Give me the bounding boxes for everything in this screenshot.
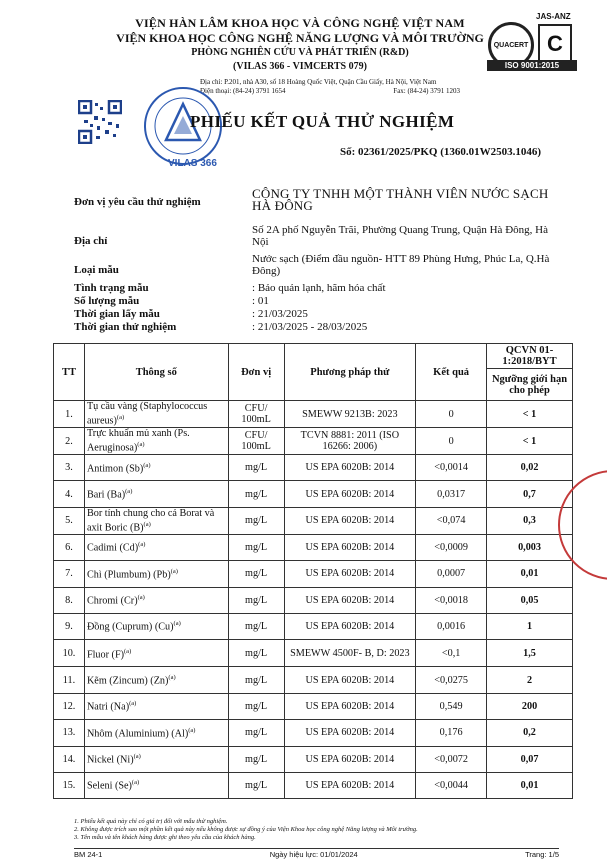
cell-tt: 7. [54,561,85,587]
cell-tt: 5. [54,507,85,534]
accredited-mark: (a) [125,487,133,495]
cell-limit: < 1 [487,428,573,455]
cell-method: US EPA 6020B: 2014 [284,693,416,719]
sample-info [74,188,564,334]
cell-result: <0,0275 [416,667,487,693]
cell-method: US EPA 6020B: 2014 [284,507,416,534]
accredited-mark: (a) [137,441,145,449]
vilas-label: VILAS 366 [168,158,217,169]
col-header-param: Thông số [84,344,228,401]
accredited-mark: (a) [137,594,145,602]
cell-result: <0,0009 [416,534,487,560]
cell-tt: 3. [54,455,85,481]
cell-limit: 0,05 [487,587,573,613]
cell-tt: 9. [54,613,85,639]
accredited-mark: (a) [133,753,141,761]
quacert-label: QUACERT [493,41,529,49]
results-body [54,401,573,799]
sample-type-label: Loại mẫu [74,264,119,276]
cell-unit: mg/L [228,561,284,587]
table-row [54,667,573,693]
address-line: Địa chỉ: P.201, nhà A30, số 18 Hoàng Quốc Việt, Quận Cầu Giấy, Hà Nội, Việt Nam [200,78,437,86]
cell-limit: 0,01 [487,772,573,798]
cell-method: US EPA 6020B: 2014 [284,561,416,587]
department-name: PHÒNG NGHIÊN CỨU VÀ PHÁT TRIỂN (R&D) [191,47,409,58]
cell-limit: 0,02 [487,455,573,481]
accredited-mark: (a) [131,779,140,787]
sample-condition-label: Tình trạng mẫu [74,282,149,294]
cell-limit: 0,2 [487,720,573,746]
cell-tt: 11. [54,667,85,693]
sample-count-label: Số lượng mẫu [74,295,140,307]
cell-unit: mg/L [228,534,284,560]
cell-limit: 1 [487,613,573,639]
cell-limit: < 1 [487,401,573,428]
note-2: 2. Không được trích sao một phần kết quả này nếu không được sự đồng ý của Viện Khoa học công nghệ Năng lượng và Môi trường. [74,826,418,833]
col-header-standard: QCVN 01-1:2018/BYT [487,344,573,369]
col-header-limit: Ngưỡng giới hạn cho phép [487,369,573,401]
results-table [53,343,573,799]
sample-count-value: : 01 [252,295,269,307]
cell-result: 0 [416,428,487,455]
cell-param: Nhôm (Aluminium) $(Al)^{(a)}$ [84,720,228,746]
note-1: 1. Phiếu kết quả này chỉ có giá trị đối với mẫu thử nghiệm. [74,818,228,825]
cell-method: US EPA 6020B: 2014 [284,613,416,639]
cell-method: US EPA 6020B: 2014 [284,720,416,746]
table-row [54,507,573,534]
cell-tt: 2. [54,428,85,455]
cell-result: 0,0317 [416,481,487,507]
academy-name: VIỆN HÀN LÂM KHOA HỌC VÀ CÔNG NGHỆ VIỆT NAM [135,16,465,30]
cell-method: TCVN 8881: 2011 (ISO 16266: 2006) [284,428,416,455]
cell-param: Nickel $(Ni)^{(a)}$ [84,746,228,772]
accredited-mark: (a) [188,726,196,734]
cell-unit: mg/L [228,455,284,481]
sampling-time-label: Thời gian lấy mẫu [74,308,160,320]
accredited-mark: (a) [138,541,146,549]
jas-anz-mark-icon: C [538,24,572,64]
cell-limit: 0,003 [487,534,573,560]
col-header-result: Kết quả [416,344,487,401]
cell-method: US EPA 6020B: 2014 [284,534,416,560]
cell-unit: mg/L [228,587,284,613]
cell-result: <0,0018 [416,587,487,613]
accredited-mark: (a) [143,521,151,529]
cell-param: Bari $(Ba)^{(a)}$ [84,481,228,507]
cell-unit: CFU/ 100mL [228,401,284,428]
table-row [54,534,573,560]
cell-result: 0,176 [416,720,487,746]
table-row [54,772,573,798]
cell-result: <0,0014 [416,455,487,481]
cell-unit: mg/L [228,720,284,746]
cell-unit: mg/L [228,772,284,798]
address-value: Số 2A phố Nguyễn Trãi, Phường Quang Trung, Quận Hà Đông, Hà Nội [252,224,548,248]
table-row [54,587,573,613]
accredited-mark: (a) [143,461,151,469]
accredited-mark: (a) [173,620,181,628]
cell-param: Chì (Plumbum) $(Pb)^{(a)}$ [84,561,228,587]
cell-unit: CFU/ 100mL [228,428,284,455]
accreditation-codes: (VILAS 366 - VIMCERTS 079) [233,61,367,72]
cell-unit: mg/L [228,693,284,719]
table-row [54,428,573,455]
cell-result: <0,0044 [416,772,487,798]
cell-limit: 1,5 [487,640,573,667]
phone-line: Điện thoại: (84-24) 3791 1654 [200,87,286,95]
cell-limit: 200 [487,693,573,719]
accredited-mark: (a) [129,700,137,708]
cell-limit: 2 [487,667,573,693]
table-row [54,455,573,481]
cell-limit: 0,07 [487,746,573,772]
cell-tt: 15. [54,772,85,798]
cell-tt: 4. [54,481,85,507]
cell-limit: 0,3 [487,507,573,534]
cell-method: SMEWW 4500F- B, D: 2023 [284,640,416,667]
table-row [54,481,573,507]
table-row [54,746,573,772]
table-row [54,613,573,639]
cell-unit: mg/L [228,481,284,507]
cell-limit: 0,7 [487,481,573,507]
cell-limit: 0,01 [487,561,573,587]
sampling-time-value: : 21/03/2025 [252,308,308,320]
col-header-unit: Đơn vị [228,344,284,401]
table-row [54,640,573,667]
table-row [54,401,573,428]
cell-param: Chromi $(Cr)^{(a)}$ [84,587,228,613]
cell-param: Natri $(Na)^{(a)}$ [84,693,228,719]
cell-method: US EPA 6020B: 2014 [284,746,416,772]
sample-type-value: Nước sạch (Điểm đầu nguồn- HTT 89 Phùng Hưng, Phúc La, Q.Hà Đông) [252,253,550,277]
fax-line: Fax: (84-24) 3791 1203 [393,87,460,95]
page-number: Trang: 1/5 [525,850,559,859]
cell-param: Bor tính chung cho cả Borat và axit Boric $(B)^{(a)}$ [84,507,228,534]
cell-unit: mg/L [228,667,284,693]
jas-anz-label: JAS-ANZ [536,12,571,21]
cell-result: <0,074 [416,507,487,534]
notes [74,818,418,842]
cell-param: Cadimi $(Cd)^{(a)}$ [84,534,228,560]
cell-tt: 12. [54,693,85,719]
cell-result: 0,0016 [416,613,487,639]
cell-result: 0,549 [416,693,487,719]
accredited-mark: (a) [170,567,178,575]
accredited-mark: (a) [116,414,125,422]
cell-param: Kẽm (Zincum) $(Zn)^{(a)}$ [84,667,228,693]
table-row [54,561,573,587]
requester-label: Đơn vị yêu cầu thử nghiệm [74,196,201,208]
form-code: BM 24-1 [74,850,103,859]
cell-tt: 6. [54,534,85,560]
cell-method: US EPA 6020B: 2014 [284,772,416,798]
cell-method: US EPA 6020B: 2014 [284,587,416,613]
cell-unit: mg/L [228,746,284,772]
page-footer [74,848,559,859]
cell-param: Fluor $(F)^{(a)}$ [84,640,228,667]
accredited-mark: (a) [124,648,132,656]
cell-unit: mg/L [228,507,284,534]
effective-date: Ngày hiệu lực: 01/01/2024 [269,850,358,859]
table-row [54,693,573,719]
cell-tt: 1. [54,401,85,428]
accredited-mark: (a) [168,673,176,681]
cell-param: Đồng (Cuprum) $(Cu)^{(a)}$ [84,613,228,639]
testing-time-label: Thời gian thử nghiệm [74,321,177,333]
cell-method: SMEWW 9213B: 2023 [284,401,416,428]
cell-unit: mg/L [228,640,284,667]
cell-method: US EPA 6020B: 2014 [284,481,416,507]
cell-param: Seleni $(Se)^{(a)}$ [84,772,228,798]
cell-tt: 8. [54,587,85,613]
contact-block [200,78,460,96]
qr-code-icon [78,100,122,144]
testing-time-value: : 21/03/2025 - 28/03/2025 [252,321,368,333]
cell-tt: 13. [54,720,85,746]
address-label: Địa chỉ [74,235,108,247]
table-row [54,720,573,746]
institute-header [110,16,490,72]
cell-method: US EPA 6020B: 2014 [284,455,416,481]
institute-name: VIỆN KHOA HỌC CÔNG NGHỆ NĂNG LƯỢNG VÀ MÔI TRƯỜNG [116,31,484,45]
cell-method: US EPA 6020B: 2014 [284,667,416,693]
cell-result: 0,0007 [416,561,487,587]
cell-param: Antimon $(Sb)^{(a)}$ [84,455,228,481]
cell-param: Tụ cầu vàng (Staphylococcus aureus)$^{(a)}$ [84,401,228,428]
cell-param: Trực khuẩn mủ xanh (Ps. Aeruginosa)$^{(a)}$ [84,428,228,455]
cell-result: 0 [416,401,487,428]
iso-badge: ISO 9001:2015 [487,60,577,71]
sample-condition-value: : Bảo quản lạnh, hãm hóa chất [252,282,386,294]
cell-tt: 14. [54,746,85,772]
cell-result: <0,0072 [416,746,487,772]
page-title: PHIẾU KẾT QUẢ THỬ NGHIỆM [190,112,455,131]
col-header-tt: TT [54,344,85,401]
report-number: Số: 02361/2025/PKQ (1360.01W2503.1046) [340,146,542,158]
note-3: 3. Tên mẫu và tên khách hàng được ghi theo yêu cầu của khách hàng. [74,834,256,841]
col-header-method: Phương pháp thử [284,344,416,401]
cell-tt: 10. [54,640,85,667]
cell-result: <0,1 [416,640,487,667]
requester-value: CÔNG TY TNHH MỘT THÀNH VIÊN NƯỚC SẠCH HÀ ĐÔNG [252,186,549,213]
cell-unit: mg/L [228,613,284,639]
